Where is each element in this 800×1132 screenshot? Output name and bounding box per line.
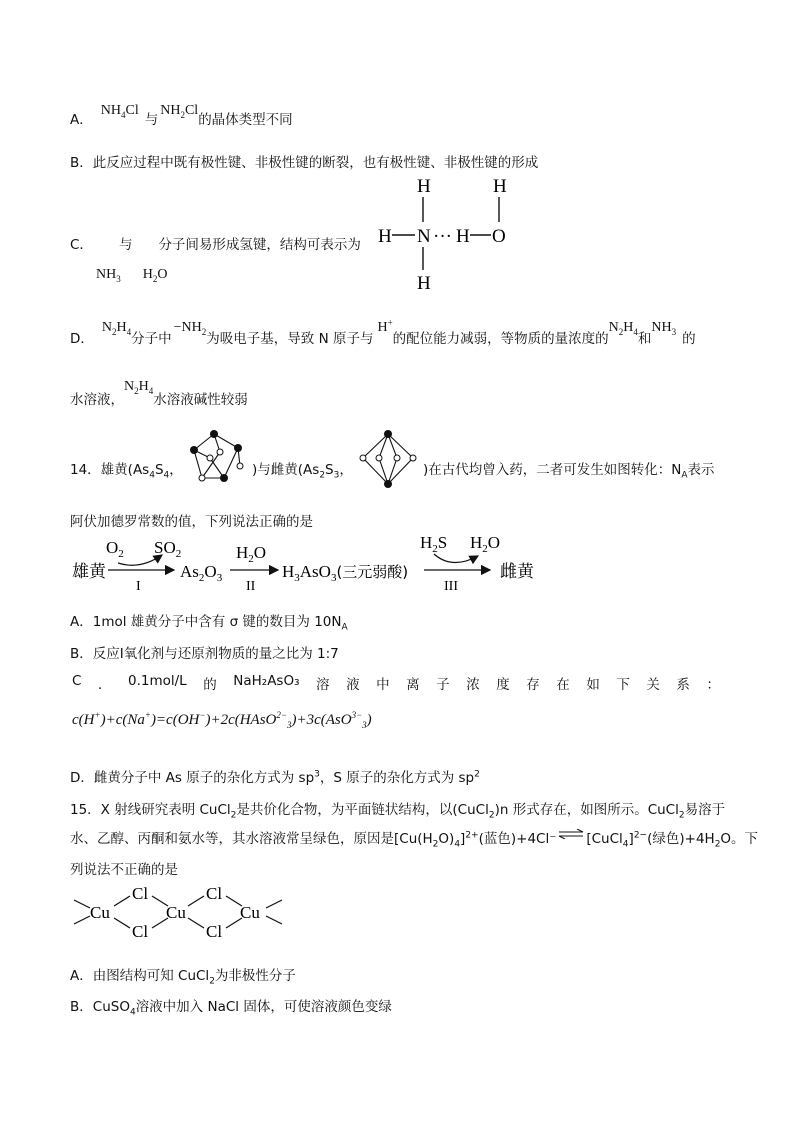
cl-atom: Cl — [132, 884, 149, 903]
formula-nh4cl: $NH_4Cl$ — [100, 103, 139, 120]
struct-h-mid: H — [456, 226, 470, 247]
q13-option-a — [70, 98, 293, 128]
q13-option-b: B．此反应过程中既有极性键、非极性键的断裂，也有极性键、非极性键的形成 — [70, 155, 539, 171]
q13-option-d-cont: 水溶液，$N_2H_4$水溶液碱性较弱 — [70, 379, 248, 408]
scheme-h2s: $H_2S$ — [420, 533, 448, 555]
option-text: 与 — [144, 112, 159, 128]
q14-stem: 14．雄黄($As_4S_4$， — [70, 462, 183, 481]
struct-dots: ··· — [433, 226, 452, 247]
step-label-3: III — [444, 579, 458, 594]
cl-atom: Cl — [206, 922, 223, 941]
scheme-h3aso3: $H_3AsO_3$(三元弱酸) — [282, 562, 409, 584]
scheme-h2o-out: $H_2O$ — [470, 533, 501, 555]
cu-atom-2: Cu — [166, 903, 186, 922]
formula-n2h4: $N_2H_4$ — [101, 319, 132, 337]
q13-option-d: D．$N_2H_4$分子中$-NH_2$为吸电子基，导致 N 原子与H+的配位能力减弱，等物质的量浓度的$N_2H_4$和$NH_3$ 的 — [70, 317, 696, 347]
q14-option-a: A．1mol 雄黄分子中含有 σ 键的数目为 $10N_A$ — [70, 614, 348, 633]
cu-atom-3: Cu — [240, 903, 260, 922]
scheme-so2: $SO_2$ — [154, 538, 182, 560]
formula-nh3: $NH_3$ — [651, 319, 677, 337]
q14-option-c: C ． 0.1mol/L 的 NaH₂AsO₃ 溶 液 中 离 子 浓 度 存 在 如 下 关 系 ： — [72, 673, 720, 693]
q15-stem-3: 列说法不正确的是 — [70, 862, 178, 878]
q15-option-b: B．CuSO$_4$溶液中加入 NaCl 固体，可使溶液颜色变绿 — [70, 999, 392, 1018]
struct-h-top: H — [417, 176, 431, 197]
formula-nh3: $NH_3$ — [96, 267, 121, 284]
q14-c-equation: c(H+)+c(Na+)=c(OH−)+2c(HAsO$^{2-}_3$)+3c(AsO$^{3-}_3$) — [72, 710, 372, 730]
cl-atom: Cl — [206, 884, 223, 903]
step-label-1: I — [136, 579, 141, 594]
q15-stem-2: 水、乙醇、丙酮和氨水等，其水溶液常呈绿色，原因是$[Cu(H_2O)_4]^{2+}$(蓝色)+4Cl⁻ [CuCl$_4$]$^{2-}$(绿色)$+4H_2O$。下 — [70, 827, 758, 850]
hydrogen-bond-structure — [375, 172, 535, 292]
q13-option-c: C． 与 分子间易形成氢键，结构可表示为 — [70, 237, 361, 253]
q13-c-formulas — [96, 267, 167, 284]
q15-option-a: A．由图结构可知 CuCl$_2$为非极性分子 — [70, 968, 296, 987]
struct-n: N — [417, 226, 431, 247]
cucl2-chain-structure — [70, 880, 290, 942]
reaction-scheme — [70, 530, 560, 600]
q14-stem-4: 阿伏加德罗常数的值，下列说法正确的是 — [70, 514, 313, 530]
formula-nh2-group: $-NH_2$ — [173, 319, 207, 337]
formula-n2h4: $N_2H_4$ — [124, 379, 154, 396]
q14-stem-3: )在古代均曾入药，二者可发生如图转化：$N_A$表示 — [423, 462, 715, 481]
step-label-2: II — [246, 579, 256, 594]
formula-n2h4: $N_2H_4$ — [608, 319, 638, 337]
option-label: A． — [70, 112, 93, 128]
formula-h2o: $H_2O$ — [142, 267, 168, 284]
scheme-end: 雌黄 — [500, 562, 534, 581]
q14-stem-2: )与雌黄($As_2S_3$， — [252, 462, 353, 481]
struct-h-o-top: H — [493, 176, 507, 197]
option-text: 的晶体类型不同 — [198, 112, 293, 128]
cu-atom-1: Cu — [90, 903, 110, 922]
equilibrium-arrow-icon — [558, 827, 584, 843]
struct-h-left: H — [378, 226, 392, 247]
q14-option-d: D．雌黄分子中 As 原子的杂化方式为 $sp^3$，S 原子的杂化方式为 $sp^2$ — [70, 769, 480, 786]
scheme-start: 雄黄 — [72, 562, 106, 581]
formula-nh2cl: $NH_2Cl$ — [160, 103, 199, 120]
formula-h-plus: H+ — [377, 317, 393, 335]
realgar-structure-image — [180, 428, 250, 488]
struct-h-bottom: H — [417, 273, 431, 292]
struct-o: O — [492, 226, 506, 247]
orpiment-structure-image — [355, 428, 421, 490]
scheme-o2: $O_2$ — [106, 538, 124, 560]
q14-option-b: B．反应Ⅰ氧化剂与还原剂物质的量之比为 1:7 — [70, 646, 339, 662]
scheme-as2o3: $As_2O_3$ — [180, 562, 223, 584]
q15-stem-1: 15．X 射线研究表明 CuCl$_2$是共价化合物，为平面链状结构，以(CuCl$_2$)n 形式存在，如图所示。CuCl$_2$易溶于 — [70, 802, 726, 821]
scheme-h2o: $H_2O$ — [236, 543, 267, 565]
cl-atom: Cl — [132, 922, 149, 941]
